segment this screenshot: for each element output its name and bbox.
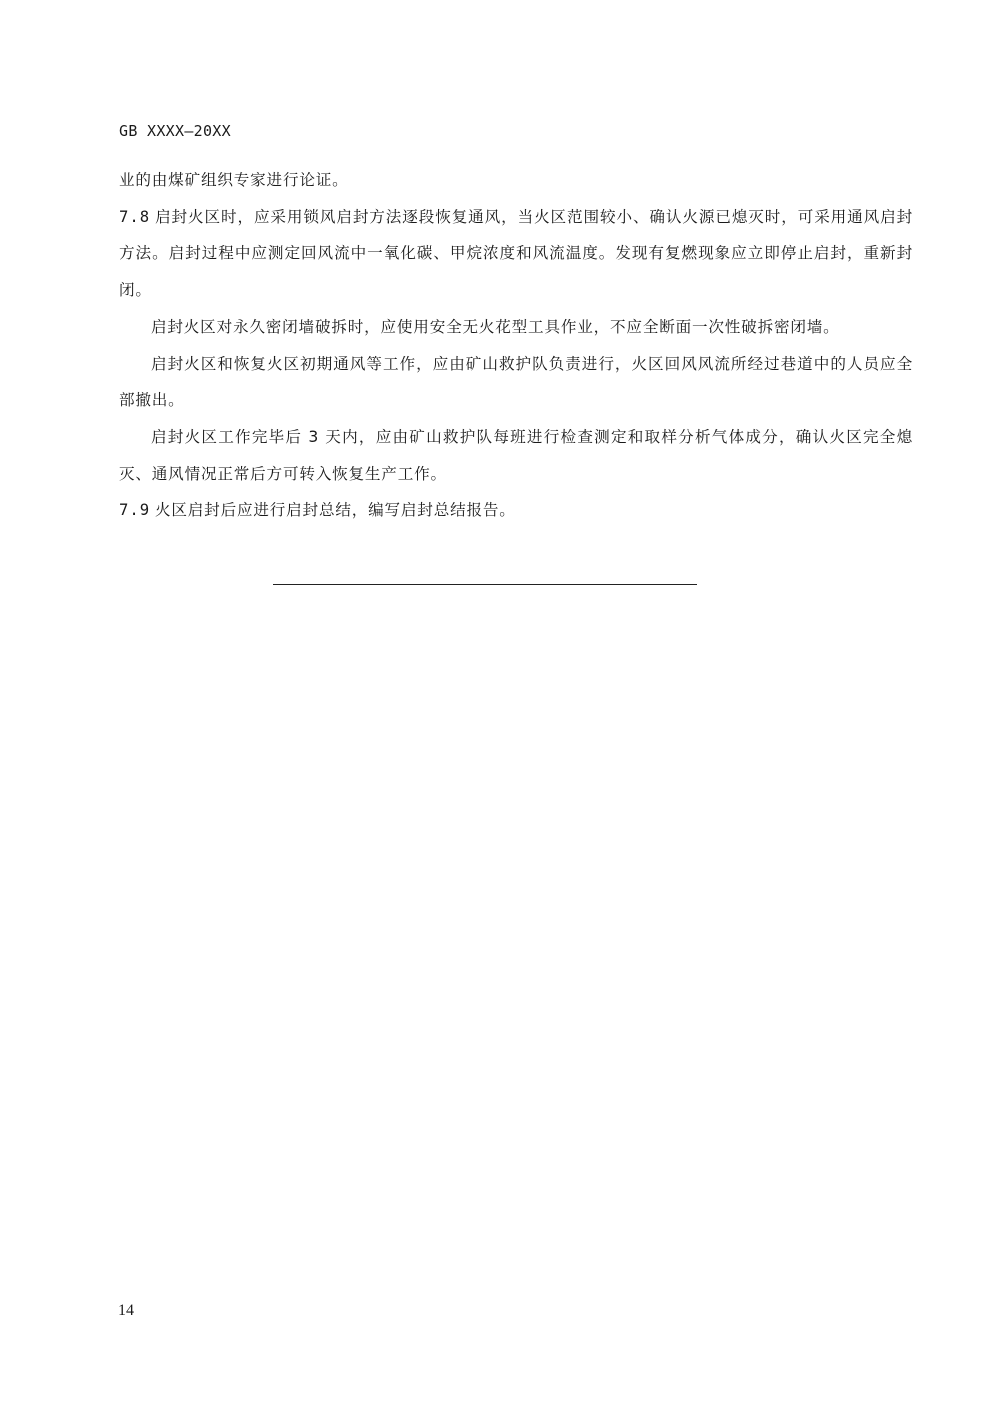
clause-7-9 [119, 492, 913, 529]
paragraph-gas-analysis [119, 419, 913, 492]
document-body [119, 162, 913, 529]
standard-code-header: GB XXXX—20XX [119, 122, 231, 140]
paragraph-continuation [119, 162, 913, 199]
paragraph-text: 启封火区和恢复火区初期通风等工作，应由矿山救护队负责进行，火区回风风流所经过巷道中的人员应全部撤出。 [119, 354, 913, 410]
clause-number: 7.8 [119, 207, 151, 226]
end-of-document-rule [273, 584, 697, 585]
page-number: 14 [118, 1302, 134, 1319]
clause-number: 7.9 [119, 501, 151, 520]
paragraph-rescue-team [119, 346, 913, 419]
clause-text: 火区启封后应进行启封总结，编写启封总结报告。 [155, 501, 516, 520]
clause-7-8 [119, 199, 913, 309]
clause-text: 启封火区时，应采用锁风启封方法逐段恢复通风，当火区范围较小、确认火源已熄灭时，可采用通风启封方法。启封过程中应测定回风流中一氧化碳、甲烷浓度和风流温度。发现有复燃现象应立即停止启封，重新封闭。 [119, 207, 913, 300]
paragraph-text: 业的由煤矿组织专家进行论证。 [119, 171, 349, 189]
paragraph-text: 启封火区对永久密闭墙破拆时，应使用安全无火花型工具作业，不应全断面一次性破拆密闭墙。 [151, 317, 840, 336]
paragraph-text: 启封火区工作完毕后 3 天内，应由矿山救护队每班进行检查测定和取样分析气体成分，确认火区完全熄灭、通风情况正常后方可转入恢复生产工作。 [119, 427, 913, 483]
paragraph-wall-demolition [119, 309, 913, 346]
